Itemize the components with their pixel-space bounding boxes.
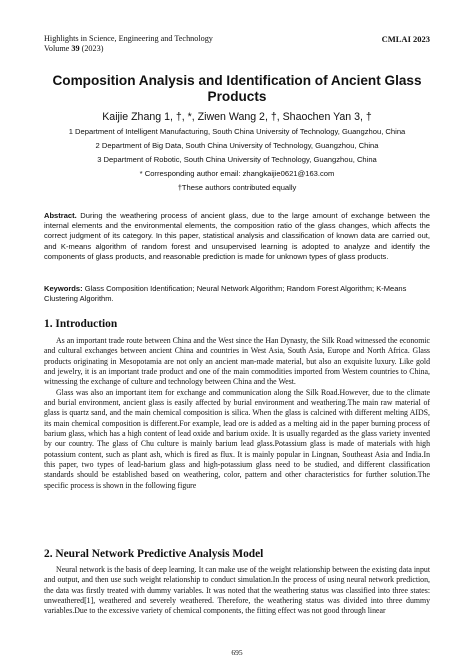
paragraph: Neural network is the basis of deep learning. It can make use of the weight relationship between the existing data input and output, and then use such weight relationship to conduct simulation.In the process of using neural network prediction, the data was firstly treated with dummy variables. It was noted that the weathering status was classified into three states: unweathered[1], weathered and severely weathered. Therefore, the weathering status was divided into three dummy variables.Due to the excessive variety of chemical components, the fitting effect was not good through linear [44,565,430,616]
affiliation-1: 1 Department of Intelligent Manufacturing, South China University of Technology, Guangzhou, China [68,127,406,136]
journal-name: Highlights in Science, Engineering and Technology [44,34,213,43]
keywords [44,284,430,304]
neural-network-body [44,565,430,617]
abstract [44,211,430,262]
introduction-body [44,336,430,491]
author-list: Kaijie Zhang 1, †, *, Ziwen Wang 2, †, Shaochen Yan 3, † [102,111,372,123]
affiliations [44,127,430,197]
affiliation-2: 2 Department of Big Data, South China University of Technology, Guangzhou, China [95,141,379,150]
equal-contribution-note: †These authors contributed equally [177,183,297,192]
section-heading-introduction: 1. Introduction [44,318,118,330]
paper-title: Composition Analysis and Identification of Ancient Glass Products [52,73,422,104]
keywords-text: Glass Composition Identification; Neural Network Algorithm; Random Forest Algorithm; K-Means Clustering Algorithm. [44,284,407,304]
corresponding-author: * Corresponding author email: zhangkaijie0621@163.com [139,169,335,178]
keywords-label: Keywords: [44,284,83,293]
abstract-text: During the weathering process of ancient glass, due to the large amount of exchange between the internal elements and the environmental elements, the composition ratio of the glass changes, which affects the correct judgment of its category. In this paper, statistical analysis and classification of known data are carried out, and K-means algorithm of random forest and unsupervised learning is adopted to analyze and identify the components of glass products, and reasonable prediction is made for unknown types of glass products. [44,211,430,261]
volume-label: Volume [44,44,72,53]
paragraph: Glass was also an important item for exchange and communication along the Silk Road.However, due to the climate and burial environment, ancient glass is easily affected by burial environment and weathering.The main raw material of glass is quartz sand, and the main chemical composition is silica. When the glass is calcined with different melting AIDS, its main chemical composition is different.For example, lead ore is added as a melting aid in the paper burning process of barium glass, which has a high content of lead oxide and barium oxide. It is usually regarded as the glass variety invented by our country. The glass of Chu culture is mainly barium lead glass.Potassium glass is made of materials with high potassium content, such as plant ash, which is fired as flux. It is mainly popular in Lingnan, Southeast Asia and India.In this paper, two types of lead-barium glass and high-potassium glass need to be studied, and different classification standards should be established based on weathering, color, pattern and other characteristics for further solution.The specific process is shown in the following figure [44,387,430,490]
paragraph: As an important trade route between China and the West since the Han Dynasty, the Silk Road witnessed the economic and cultural exchanges between ancient China and countries in West Asia, South Asia, Europe and North Africa. Glass products originating in Mesopotamia are not only an ancient man-made material, but also an exquisite luxury. Like gold and jewelry, it is an important trade product and one of the main commodities imported from Western countries to China, witnessing the exchange of culture and technology between China and the West. [44,336,430,387]
volume-year: (2023) [79,44,104,53]
volume-line [44,44,213,54]
abstract-label: Abstract. [44,211,77,220]
running-header [44,34,213,54]
page-number: 695 [231,648,243,657]
volume-number: 39 [71,44,80,53]
affiliation-3: 3 Department of Robotic, South China University of Technology, Guangzhou, China [97,155,377,164]
conference-name: CMLAI 2023 [381,34,430,44]
section-heading-neural-network: 2. Neural Network Predictive Analysis Model [44,548,264,560]
